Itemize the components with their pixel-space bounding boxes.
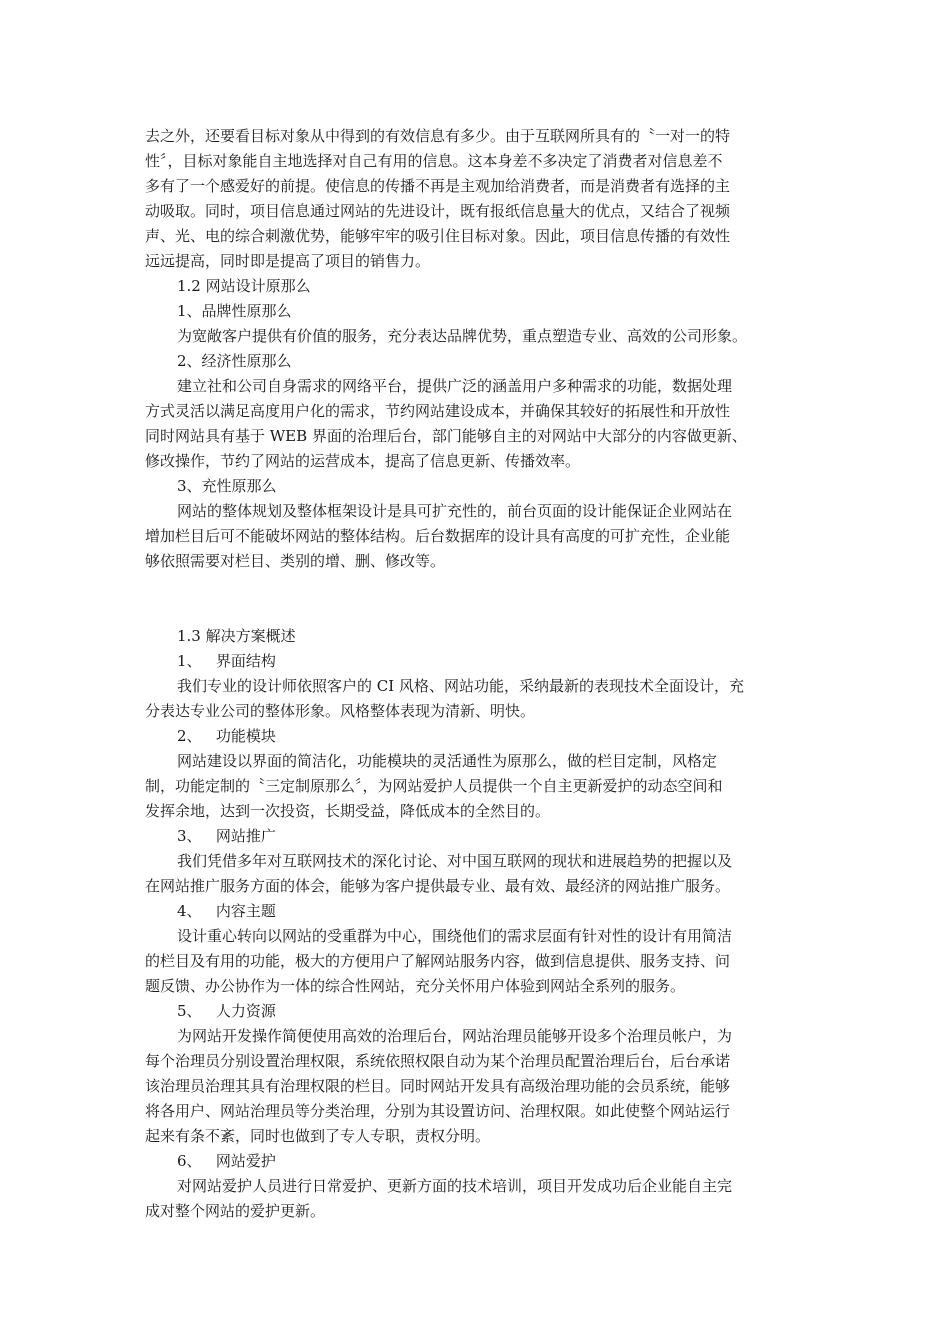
text-line: 对网站爱护人员进行日常爱护、更新方面的技术培训，项目开发成功后企业能自主完 [177,1177,733,1195]
text-line: 方式灵活以满足高度用户化的需求，节约网站建设成本，并确保其较好的拓展性和开放性 [145,402,731,420]
section-1-3 [145,624,810,1224]
text-line: 为网站开发操作简便使用高效的治理后台，网站治理员能够开设多个治理员帐户，为 [177,1027,733,1045]
text-line: 修改操作，节约了网站的运营成本，提高了信息更新、传播效率。 [145,452,581,470]
text-line: 每个治理员分别设置治理权限，系统依照权限自动为某个治理员配置治理后台，后台承诺 [145,1052,731,1070]
subsection-heading: 1、 界面结构 [177,652,276,670]
text-line: 在网站推广服务方面的体会，能够为客户提供最专业、最有效、最经济的网站推广服务。 [145,877,731,895]
subsection-heading: 6、 网站爱护 [177,1152,276,1170]
text-line: 的栏目及有用的功能，极大的方便用户了解网站服务内容，做到信息提供、服务支持、问 [145,952,731,970]
text-line: 去之外，还要看目标对象从中得到的有效信息有多少。由于互联网所具有的〝一对一的特 [145,127,731,145]
text-line: 成对整个网站的爱护更新。 [145,1202,326,1220]
text-line: 为宽敞客户提供有价值的服务，充分表达品牌优势，重点塑造专业、高效的公司形象。 [177,327,748,345]
subsection-heading: 3、充性原那么 [177,477,277,495]
blank-space [145,574,810,624]
text-line: 多有了一个感爱好的前提。使信息的传播不再是主观加给消费者，而是消费者有选择的主 [145,177,731,195]
text-line: 起来有条不紊，同时也做到了专人专职，责权分明。 [145,1127,491,1145]
text-line: 分表达专业公司的整体形象。风格整体表现为清新、明快。 [145,702,536,720]
text-line: 题反馈、办公协作为一体的综合性网站，充分关怀用户体验到网站全系列的服务。 [145,977,686,995]
section-title: 1.3 解决方案概述 [177,627,296,645]
text-line: 增加栏目后可不能破坏网站的整体结构。后台数据库的设计具有高度的可扩充性，企业能 [145,527,731,545]
text-line: 够依照需要对栏目、类别的增、删、修改等。 [145,552,446,570]
text-line: 性〞，目标对象能自主地选择对自己有用的信息。这本身差不多决定了消费者对信息差不 [145,152,723,170]
text-line: 同时网站具有基于 WEB 界面的治理后台，部门能够自主的对网站中大部分的内容做更新、 [145,427,747,445]
text-line: 动吸取。同时，项目信息通过网站的先进设计，既有报纸信息量大的优点，又结合了视频 [145,202,731,220]
text-line: 网站的整体规划及整体框架设计是具可扩充性的，前台页面的设计能保证企业网站在 [177,502,733,520]
subsection-heading: 4、 内容主题 [177,902,276,920]
subsection-heading: 2、经济性原那么 [177,352,292,370]
subsection-heading: 3、 网站推广 [177,827,276,845]
section-title: 1.2 网站设计原那么 [177,277,311,295]
text-line: 远远提高，同时即是提高了项目的销售力。 [145,252,431,270]
text-line: 发挥余地，达到一次投资，长期受益，降低成本的全然目的。 [145,802,551,820]
subsection-heading: 5、 人力资源 [177,1002,276,1020]
text-line: 我们凭借多年对互联网技术的深化讨论、对中国互联网的现状和进展趋势的把握以及 [177,852,733,870]
text-line: 网站建设以界面的简洁化，功能模块的灵活通性为原那么，做的栏目定制，风格定 [177,752,718,770]
text-line: 建立社和公司自身需求的网络平台，提供广泛的涵盖用户多种需求的功能，数据处理 [177,377,733,395]
text-line: 制，功能定制的〝三定制原那么〞，为网站爱护人员提供一个自主更新爱护的动态空间和 [145,777,723,795]
text-line: 我们专业的设计师依照客户的 CI 风格、网站功能，采纳最新的表现技术全面设计，充 [177,677,744,695]
section-1-2 [145,274,810,574]
text-line: 声、光、电的综合刺激优势，能够牢牢的吸引住目标对象。因此，项目信息传播的有效性 [145,227,731,245]
text-line: 该治理员治理其具有治理权限的栏目。同时网站开发具有高级治理功能的会员系统，能够 [145,1077,731,1095]
text-line: 将各用户、网站治理员等分类治理，分别为其设置访问、治理权限。如此使整个网站运行 [145,1102,731,1120]
subsection-heading: 1、品牌性原那么 [177,302,292,320]
text-line: 设计重心转向以网站的受重群为中心，围绕他们的需求层面有针对性的设计有用简洁 [177,927,733,945]
intro-paragraph [145,124,810,274]
subsection-heading: 2、 功能模块 [177,727,276,745]
document-body [145,124,810,1224]
